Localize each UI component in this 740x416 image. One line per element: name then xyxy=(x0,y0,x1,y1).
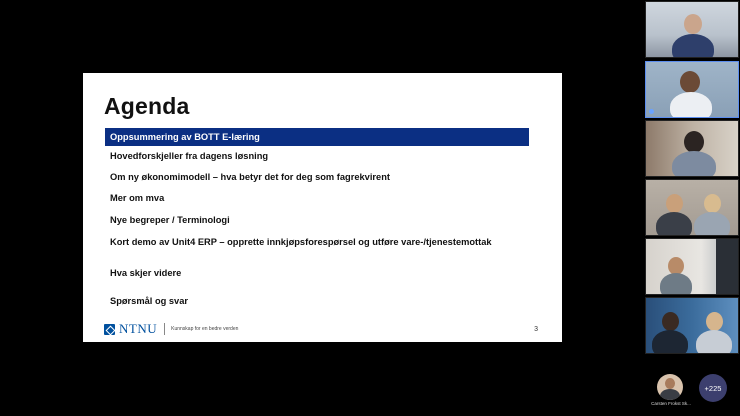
participant-video-tile[interactable] xyxy=(645,120,739,177)
more-participants-button[interactable]: +225 xyxy=(699,374,727,402)
agenda-item: Hovedforskjeller fra dagens løsning xyxy=(110,151,269,161)
agenda-item: Om ny økonomimodell – hva betyr det for deg som fagrekvirent xyxy=(110,172,391,182)
participant-body xyxy=(672,151,716,177)
footer-divider xyxy=(164,323,165,335)
participant-video-tile[interactable] xyxy=(645,297,739,354)
ntnu-logo-text: NTNU xyxy=(119,321,158,336)
participant-video-tile[interactable] xyxy=(645,1,739,58)
participant-body xyxy=(672,34,714,58)
participant-video-tile[interactable] xyxy=(645,61,739,118)
shared-slide xyxy=(83,73,562,342)
agenda-item: Nye begreper / Terminologi xyxy=(110,215,230,225)
participant-video-tile[interactable] xyxy=(645,179,739,236)
slide-title: Agenda xyxy=(104,93,190,119)
participant-video-tile[interactable] xyxy=(645,238,739,295)
participant-head xyxy=(684,131,704,153)
slide-page-number: 3 xyxy=(534,326,538,333)
participant-body xyxy=(656,212,692,236)
mic-active-icon xyxy=(649,109,654,114)
participant-head xyxy=(662,312,679,331)
participant-body xyxy=(660,273,692,295)
agenda-item: Spørsmål og svar xyxy=(110,296,189,306)
avatar-body xyxy=(660,389,680,400)
self-name-label: Carsten Frokst Sk... xyxy=(651,401,691,406)
participant-head xyxy=(684,14,702,34)
self-avatar[interactable] xyxy=(657,374,683,400)
agenda-item: Hva skjer videre xyxy=(110,268,182,278)
participant-head xyxy=(706,312,723,331)
agenda-item: Kort demo av Unit4 ERP – opprette innkjøpsforespørsel og utføre vare-/tjenestemottak xyxy=(110,237,492,247)
footer-tagline: Kunnskap for en bedre verden xyxy=(171,326,239,332)
participant-head xyxy=(704,194,721,213)
agenda-item: Mer om mva xyxy=(110,193,165,203)
agenda-item: Oppsummering av BOTT E-læring xyxy=(105,128,529,146)
slide-footer xyxy=(104,322,238,336)
participant-body xyxy=(652,330,688,354)
participant-body xyxy=(694,212,730,236)
ntnu-logo-icon xyxy=(104,324,115,335)
participant-body xyxy=(696,330,732,354)
participant-body xyxy=(670,92,712,118)
participant-head xyxy=(666,194,683,213)
avatar-head xyxy=(665,378,675,389)
participant-head xyxy=(680,71,700,93)
